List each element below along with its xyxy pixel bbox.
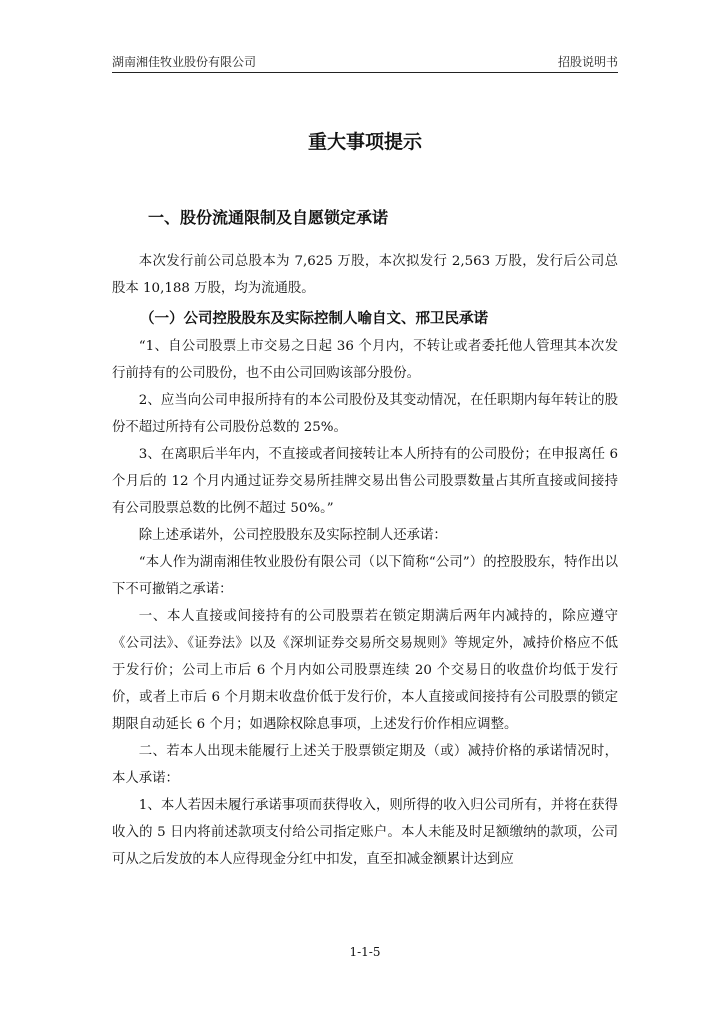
page-number: 1-1-5 [349, 945, 381, 959]
paragraph-undertaking-2-1: 1、本人若因未履行承诺事项而获得收入，则所得的收入归公司所有，并将在获得收入的 5 日内将前述款项支付给公司指定账户。本人未能及时足额缴纳的款项，公司可从之后发放的本人应得现金分红中扣发，直至扣减金额累计达到应 [112, 798, 618, 867]
subsection-heading-1: （一）公司控股股东及实际控制人喻自文、邢卫民承诺 [140, 311, 488, 327]
section-heading-1: 一、股份流通限制及自愿锁定承诺 [148, 208, 389, 227]
paragraph-undertaking-intro: “本人作为湖南湘佳牧业股份有限公司（以下简称“公司”）的控股股东，特作出以下不可撤销之承诺： [112, 555, 618, 597]
paragraph-intro: 本次发行前公司总股本为 7,625 万股，本次拟发行 2,563 万股，发行后公司总股本 10,188 万股，均为流通股。 [112, 254, 618, 296]
paragraph-commitment-3: 3、在离职后半年内，不直接或者间接转让本人所持有的公司股份；在申报离任 6 个月后的 12 个月内通过证券交易所挂牌交易出售公司股票数量占其所直接或间接持有公司股票总数的比例不超过 50%。” [112, 447, 618, 516]
header-divider [112, 72, 618, 73]
paragraph-undertaking-1: 一、本人直接或间接持有的公司股票若在锁定期满后两年内减持的，除应遵守《公司法》、《证券法》以及《深圳证券交易所交易规则》等规定外，减持价格应不低于发行价；公司上市后 6 个月内如公司股票连续 20 个交易日的收盘价均低于发行价，或者上市后 6 个月期末收盘价低于发行价，本人直接或间接持有公司股票的锁定期限自动延长 6 个月；如遇除权除息事项，上述发行价作相应调整。 [112, 609, 618, 732]
header-company-name: 湖南湘佳牧业股份有限公司 [112, 55, 257, 69]
page-header [112, 52, 618, 72]
paragraph-undertaking-2: 二、若本人出现未能履行上述关于股票锁定期及（或）减持价格的承诺情况时，本人承诺： [112, 744, 618, 786]
paragraph-additional-intro: 除上述承诺外，公司控股股东及实际控制人还承诺： [138, 528, 447, 543]
paragraph-commitment-2: 2、应当向公司申报所持有的本公司股份及其变动情况，在任职期内每年转让的股份不超过所持有公司股份总数的 25%。 [112, 393, 618, 435]
page-title: 重大事项提示 [307, 131, 422, 153]
paragraph-commitment-1: “1、自公司股票上市交易之日起 36 个月内，不转让或者委托他人管理其本次发行前持有的公司股份，也不由公司回购该部分股份。 [112, 339, 618, 381]
document-body [112, 248, 618, 873]
header-document-type: 招股说明书 [557, 55, 618, 69]
